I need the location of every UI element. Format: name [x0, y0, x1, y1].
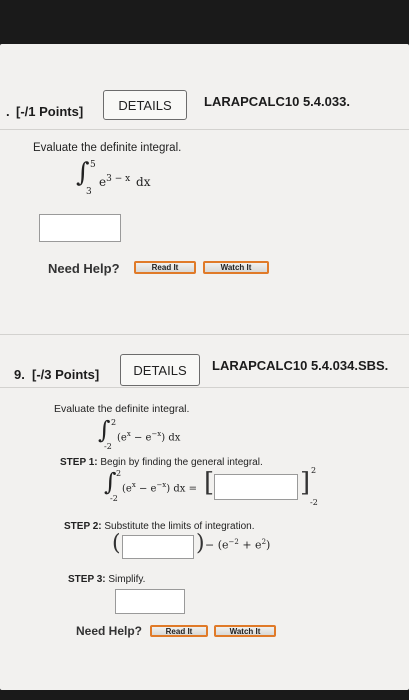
integral-upper-limit: 5: [90, 160, 96, 170]
question-8-answer-field[interactable]: [39, 214, 121, 242]
question-8-read-it-button[interactable]: Read It: [134, 261, 196, 274]
question-divider: [0, 334, 409, 335]
question-8-points: [-/1 Points]: [16, 104, 84, 119]
question-9-details-button[interactable]: DETAILS: [120, 354, 200, 386]
step-3-text: Simplify.: [108, 574, 146, 585]
step-2: [64, 521, 254, 532]
left-bracket: [: [204, 468, 215, 498]
question-8-code: LARAPCALC10 5.4.033.: [204, 94, 350, 109]
integral-sign: ∫: [76, 158, 90, 188]
step-1: [60, 457, 263, 468]
question-9-watch-it-button[interactable]: Watch It: [214, 625, 276, 637]
question-9-points: [-/3 Points]: [32, 367, 100, 382]
step-3-label: STEP 3:: [68, 574, 106, 585]
subtracted-term: − $(e^{-2} + e^2)$: [205, 538, 271, 552]
question-9-number: 9.: [14, 367, 25, 382]
integral-lower-limit: -2: [104, 442, 112, 451]
integral-lower-limit: 3: [86, 187, 92, 197]
right-bracket: ]: [300, 468, 311, 498]
question-8-header-divider: [0, 129, 409, 130]
integral-lower-limit: -2: [110, 494, 118, 503]
integral-sign: ∫: [104, 468, 117, 496]
question-9-need-help: Need Help?: [76, 624, 143, 638]
step-1-label: STEP 1:: [60, 457, 98, 468]
question-9-code: LARAPCALC10 5.4.034.SBS.: [212, 358, 389, 373]
step-1-answer-field[interactable]: [214, 474, 298, 500]
integrand: $(e^x - e^{-x})$ dx =: [122, 481, 197, 495]
integral-upper-limit: 2: [111, 418, 117, 427]
question-8-details-button[interactable]: DETAILS: [103, 90, 187, 120]
integral-sign: ∫: [98, 416, 111, 444]
integral-upper-limit: 2: [116, 469, 122, 478]
step-1-text: Begin by finding the general integral.: [100, 457, 263, 468]
question-8-number: .: [6, 104, 10, 119]
step-3: [68, 574, 145, 585]
bracket-lower-limit: -2: [310, 498, 318, 507]
step-2-label: STEP 2:: [64, 521, 102, 532]
question-8-watch-it-button[interactable]: Watch It: [203, 261, 269, 274]
integrand: $e^{3 - x}$ dx: [99, 174, 151, 189]
integrand: $(e^x - e^{-x})$ dx: [117, 430, 181, 444]
bracket-upper-limit: 2: [311, 466, 317, 475]
question-8-prompt: Evaluate the definite integral.: [33, 142, 182, 154]
question-9-header-divider: [0, 387, 409, 388]
question-9-read-it-button[interactable]: Read It: [150, 625, 208, 637]
question-9-prompt: Evaluate the definite integral.: [54, 403, 190, 415]
step-2-text: Substitute the limits of integration.: [104, 521, 255, 532]
question-8-need-help: Need Help?: [48, 261, 120, 276]
assignment-page: [0, 44, 409, 690]
step-2-answer-field[interactable]: [122, 535, 194, 559]
left-paren: (: [112, 531, 121, 556]
step-3-answer-field[interactable]: [115, 589, 185, 614]
right-paren: ): [196, 531, 205, 556]
